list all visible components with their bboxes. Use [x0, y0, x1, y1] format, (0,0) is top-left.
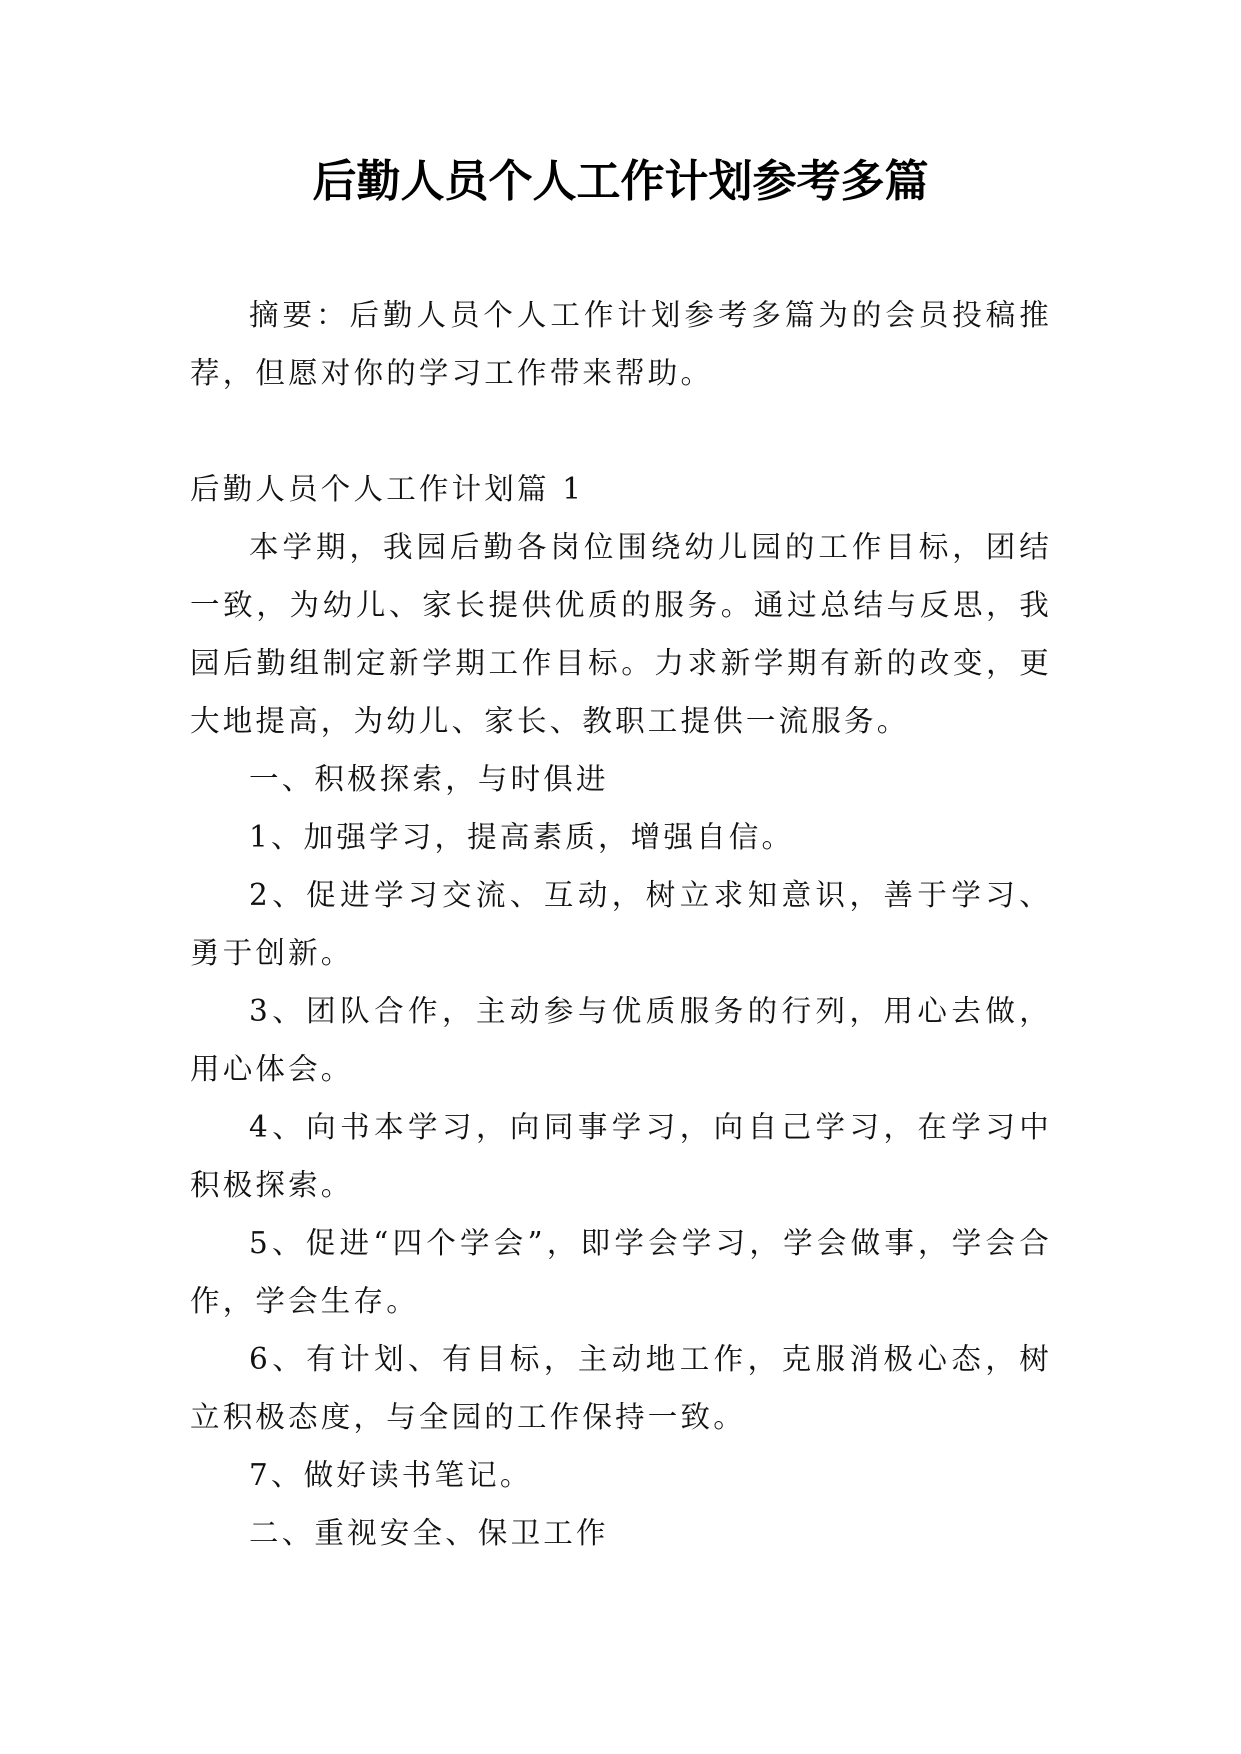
- body-paragraph: 4、向书本学习，向同事学习，向自己学习，在学习中积极探索。: [190, 1110, 1052, 1202]
- body-paragraph: 5、促进“四个学会”，即学会学习，学会做事，学会合作，学会生存。: [190, 1226, 1052, 1318]
- paragraph-spacer: [190, 402, 1052, 460]
- body-paragraph: 本学期，我园后勤各岗位围绕幼儿园的工作目标，团结一致，为幼儿、家长提供优质的服务。通过总结与反思，我园后勤组制定新学期工作目标。力求新学期有新的改变，更大地提高，为幼儿、家长、教职工提供一流服务。: [190, 530, 1052, 738]
- document-title: 后勤人员个人工作计划参考多篇: [312, 156, 929, 207]
- body-paragraph: 3、团队合作，主动参与优质服务的行列，用心去做，用心体会。: [190, 994, 1052, 1086]
- body-paragraph: 6、有计划、有目标，主动地工作，克服消极心态，树立积极态度，与全园的工作保持一致。: [190, 1342, 1052, 1434]
- body-paragraph: 二、重视安全、保卫工作: [249, 1516, 609, 1550]
- abstract-paragraph: 摘要：后勤人员个人工作计划参考多篇为的会员投稿推荐，但愿对你的学习工作带来帮助。: [190, 298, 1052, 390]
- body-paragraph: 2、促进学习交流、互动，树立求知意识，善于学习、勇于创新。: [190, 878, 1052, 970]
- body-paragraph: 1、加强学习，提高素质，增强自信。: [249, 820, 795, 854]
- body-paragraph: 一、积极探索，与时俱进: [249, 762, 609, 796]
- section-heading: 后勤人员个人工作计划篇 1: [190, 472, 585, 506]
- document-body: [190, 286, 1052, 1562]
- body-paragraph: 7、做好读书笔记。: [249, 1458, 533, 1492]
